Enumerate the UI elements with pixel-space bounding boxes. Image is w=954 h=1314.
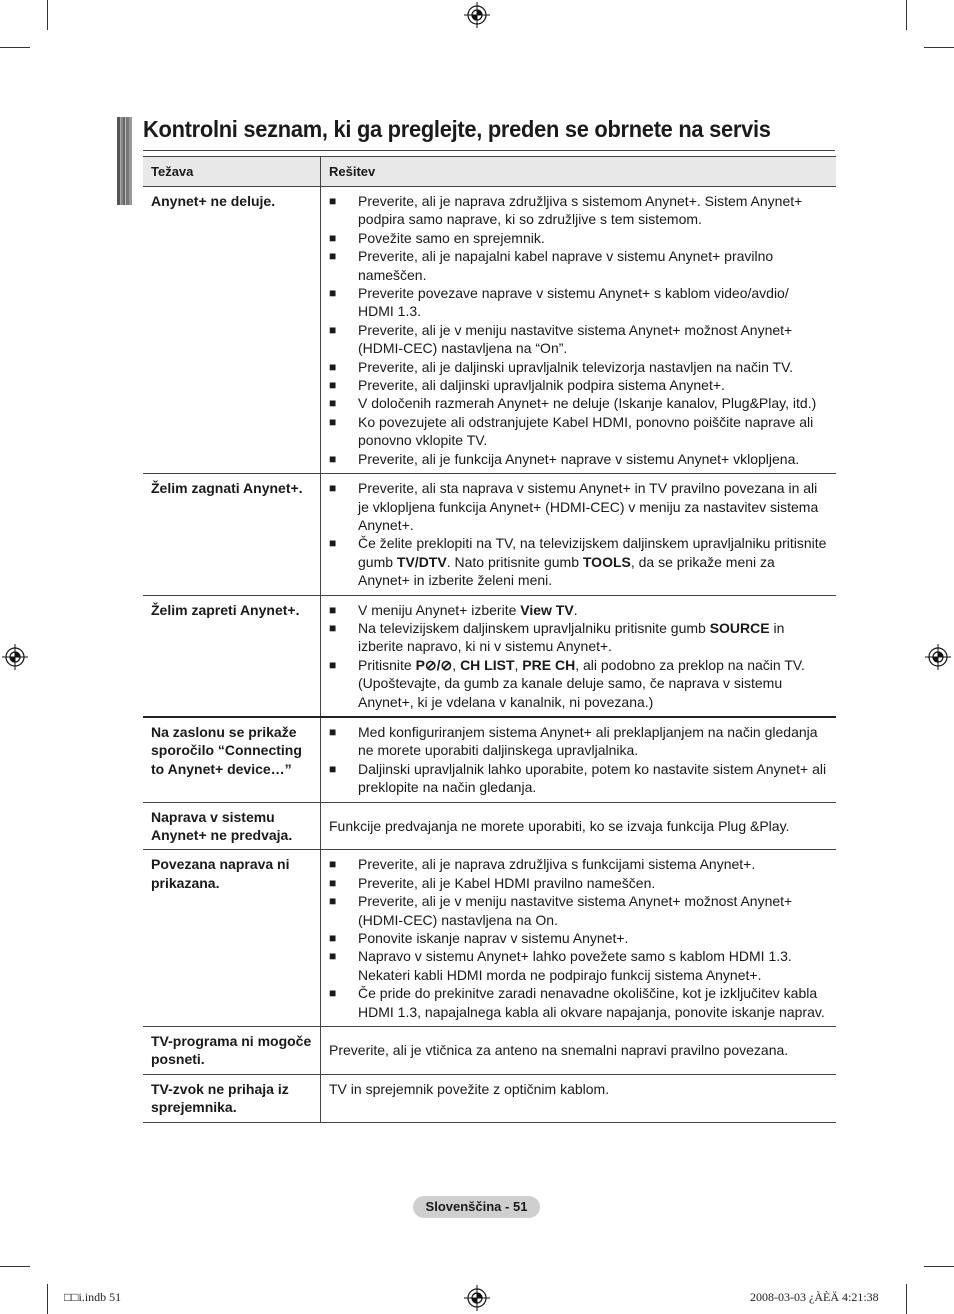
list-item: ■ Preverite povezave naprave v sistemu Anynet+ s kablom video/avdio/ HDMI 1.3. [329, 284, 828, 321]
crop-mark [0, 47, 30, 48]
button-name: P⊘/⊘ [415, 656, 453, 673]
crop-mark [47, 0, 48, 30]
list-item: ■ Preverite, ali je naprava združljiva s funkcijami sistema Anynet+. [329, 855, 828, 873]
text-run: V meniju Anynet+ izberite [358, 601, 521, 618]
footer-file-info: □□i.indb 51 [64, 1290, 122, 1304]
text-run: , [514, 656, 523, 673]
table-row [143, 802, 836, 850]
page-number-badge: Slovenščina - 51 [413, 1196, 540, 1218]
table-header-row [143, 157, 836, 187]
crop-mark [906, 0, 907, 30]
list-item: ■ Med konfiguriranjem sistema Anynet+ ali preklapljanjem na način gledanja ne morete uporabiti daljinskega upravljalnika. [329, 723, 828, 760]
list-item: ■ Preverite, ali je v meniju nastavitve sistema Anynet+ možnost Anynet+ (HDMI-CEC) nastavljena na On. [329, 892, 828, 929]
list-item: ■ Če pride do prekinitve zaradi nenavadne okoliščine, kot je izključitev kabla HDMI 1.3, napajalnega kabla ali okvare napajanja, ponovite iskanje naprav. [329, 984, 828, 1021]
table-row [143, 850, 836, 1027]
title-divider [143, 150, 835, 151]
list-item [329, 601, 828, 619]
table-row [143, 595, 836, 717]
registration-mark-icon [464, 1285, 490, 1311]
list-item: ■ Preverite, ali daljinski upravljalnik podpira sistema Anynet+. [329, 376, 828, 394]
solution-list [329, 479, 828, 589]
problem-cell: TV-zvok ne prihaja iz sprejemnika. [143, 1074, 321, 1122]
troubleshooting-table [143, 156, 836, 1123]
crop-mark [924, 47, 954, 48]
title-decoration-bar [117, 117, 132, 205]
button-name: TOOLS [582, 553, 631, 570]
crop-mark [47, 1284, 48, 1314]
table-row [143, 1027, 836, 1075]
problem-cell: Anynet+ ne deluje. [143, 187, 321, 474]
text-run: Pritisnite [358, 656, 416, 673]
text-run: in izberite napravo, ki ni v sistemu Anynet+. [358, 619, 785, 655]
menu-name: View TV [520, 601, 574, 618]
column-header-problem: Težava [143, 157, 321, 187]
text-run: , [452, 656, 461, 673]
table-row [143, 717, 836, 802]
footer-timestamp: 2008-03-03 ¿ÀÈÄ 4:21:38 [750, 1290, 879, 1304]
list-item: ■ Preverite, ali je funkcija Anynet+ naprave v sistemu Anynet+ vklopljena. [329, 450, 828, 468]
solution-cell: Funkcije predvajanja ne morete uporabiti, ko se izvaja funkcija Plug &Play. [321, 802, 837, 850]
solution-cell: TV in sprejemnik povežite z optičnim kablom. [321, 1074, 837, 1122]
button-name: TV/DTV [396, 553, 447, 570]
registration-mark-icon [2, 644, 28, 670]
button-name: CH LIST [460, 656, 515, 673]
solution-cell [321, 187, 837, 474]
problem-cell: TV-programa ni mogoče posneti. [143, 1027, 321, 1075]
list-item [329, 619, 828, 656]
list-item: ■ Preverite, ali sta naprava v sistemu Anynet+ in TV pravilno povezana in ali je vklopljena funkcija Anynet+ (HDMI-CEC) v meniju za nastavitev sistema Anynet+. [329, 479, 828, 534]
solution-list [329, 855, 828, 1021]
text-run: Na televizijskem daljinskem upravljalniku pritisnite gumb [358, 619, 710, 636]
crop-mark [924, 1266, 954, 1267]
crop-mark [0, 1266, 30, 1267]
problem-cell: Želim zapreti Anynet+. [143, 595, 321, 717]
list-item: ■ Preverite, ali je Kabel HDMI pravilno nameščen. [329, 874, 828, 892]
list-item: ■ V določenih razmerah Anynet+ ne deluje (Iskanje kanalov, Plug&Play, itd.) [329, 394, 828, 412]
solution-list [329, 601, 828, 711]
problem-cell: Naprava v sistemu Anynet+ ne predvaja. [143, 802, 321, 850]
registration-mark-icon [464, 2, 490, 28]
table-row [143, 187, 836, 474]
list-item: ■ Preverite, ali je v meniju nastavitve sistema Anynet+ možnost Anynet+ (HDMI-CEC) nastavljena na “On”. [329, 321, 828, 358]
solution-cell [321, 717, 837, 802]
problem-cell: Na zaslonu se prikaže sporočilo “Connecting to Anynet+ device…” [143, 717, 321, 802]
solution-cell [321, 595, 837, 717]
registration-mark-icon [925, 644, 951, 670]
button-name: SOURCE [709, 619, 770, 636]
solution-cell [321, 474, 837, 595]
text-run: . [573, 601, 578, 618]
text-run: , ali podobno za preklop na način TV. (Upoštevajte, da gumb za kanale deluje samo, če naprava v sistemu Anynet+, ki je vdelana v kanalnik, ni povezana.) [358, 656, 805, 710]
page-title: Kontrolni seznam, ki ga preglejte, preden se obrnete na servis [143, 116, 771, 142]
problem-cell: Želim zagnati Anynet+. [143, 474, 321, 595]
solution-cell [321, 850, 837, 1027]
solution-list [329, 723, 828, 797]
list-item: ■ Ko povezujete ali odstranjujete Kabel HDMI, ponovno poiščite naprave ali ponovno vklopite TV. [329, 413, 828, 450]
text-run: , da se prikaže meni za Anynet+ in izberite želeni meni. [358, 553, 775, 589]
list-item: ■ Napravo v sistemu Anynet+ lahko povežete samo s kablom HDMI 1.3. Nekateri kabli HDMI morda ne podpirajo funkcij sistema Anynet+. [329, 947, 828, 984]
column-header-solution: Rešitev [321, 157, 837, 187]
problem-cell: Povezana naprava ni prikazana. [143, 850, 321, 1027]
list-item: ■ Preverite, ali je daljinski upravljalnik televizorja nastavljen na način TV. [329, 358, 828, 376]
list-item: ■ Daljinski upravljalnik lahko uporabite, potem ko nastavite sistem Anynet+ ali preklopite na način gledanja. [329, 760, 828, 797]
table-row [143, 474, 836, 595]
text-run: . Nato pritisnite gumb [446, 553, 583, 570]
list-item: ■ Preverite, ali je naprava združljiva s sistemom Anynet+. Sistem Anynet+ podpira samo naprave, ki so združljive s tem sistemom. [329, 192, 828, 229]
solution-cell: Preverite, ali je vtičnica za anteno na snemalni napravi pravilno povezana. [321, 1027, 837, 1075]
text-run: Če želite preklopiti na TV, na televizijskem daljinskem upravljalniku pritisnite gumb [358, 535, 827, 570]
table-row [143, 1074, 836, 1122]
button-name: PRE CH [522, 656, 576, 673]
solution-list [329, 192, 828, 468]
list-item: ■ Ponovite iskanje naprav v sistemu Anynet+. [329, 929, 828, 947]
list-item [329, 534, 828, 589]
crop-mark [906, 1284, 907, 1314]
list-item: ■ Povežite samo en sprejemnik. [329, 229, 828, 247]
list-item: ■ Preverite, ali je napajalni kabel naprave v sistemu Anynet+ pravilno nameščen. [329, 247, 828, 284]
list-item [329, 656, 828, 711]
